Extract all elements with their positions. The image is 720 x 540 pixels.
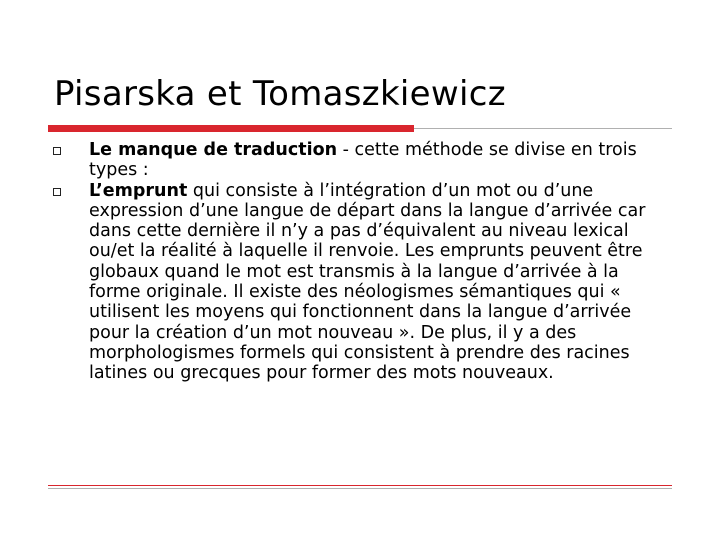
title-underline-red-bar [48, 125, 414, 132]
footer-rule-red [48, 485, 672, 486]
bullet-item [52, 181, 672, 384]
hollow-square-bullet-icon [53, 147, 61, 155]
bullet-body-text: - cette méthode se divise en trois types : [89, 140, 637, 181]
hollow-square-bullet-icon [53, 188, 61, 196]
bullet-list [52, 140, 672, 384]
footer-rule-gray [48, 488, 672, 489]
bullet-lead-text: Le manque de traduction [89, 140, 338, 160]
bullet-lead-text: L’emprunt [89, 180, 188, 201]
bullet-item [52, 140, 672, 181]
slide-title: Pisarska et Tomaszkiewicz [54, 74, 506, 114]
bullet-body-text: qui consiste à l’intégration d’un mot ou d’une expression d’une langue de départ dans la langue d’arrivée car dans cette dernière il n’y a pas d’équivalent au niveau lexical ou/et la réalité à laquelle il renvoie. Les emprunts peuvent être globaux quand le mot est transmis à la langue d’arrivée à la forme originale. Il existe des néologismes sémantiques qui « utilisent les moyens qui fonctionnent dans la langue d’arrivée pour la création d’un mot nouveau ». De plus, il y a des morphologismes formels qui consistent à prendre des racines latines ou grecques pour former des mots nouveaux. [89, 180, 646, 384]
